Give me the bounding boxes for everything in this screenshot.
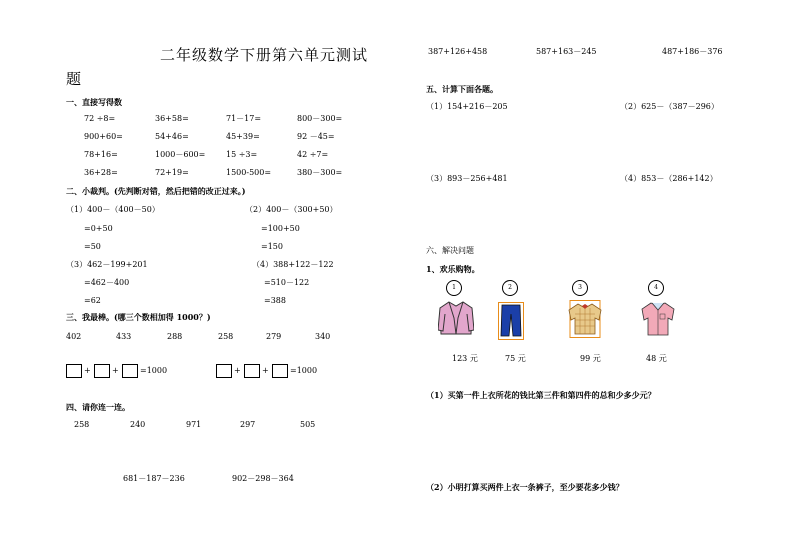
answer-box[interactable] [94, 364, 110, 378]
s3-num-2: 433 [116, 332, 132, 341]
top-expr-3: 487+186－376 [662, 47, 723, 56]
s1-r3-c3: 15 ÷3= [226, 150, 258, 159]
price-4: 48 元 [646, 354, 667, 363]
s1-r2-c2: 54+46= [155, 132, 189, 141]
s2-p1-line2: =0+50 [84, 224, 113, 233]
s5-heading: 五、计算下面各题。 [426, 84, 498, 94]
s2-p3-line1: （3）462－199+201 [66, 260, 148, 269]
s5-item-3: （3）893－256+481 [426, 174, 508, 183]
s2-heading: 二、小裁判。(先判断对错，然后把错的改正过来。) [66, 186, 246, 196]
price-2: 75 元 [505, 354, 526, 363]
s1-r2-c1: 900+60= [84, 132, 123, 141]
plus-sign: + [112, 366, 119, 375]
price-1: 123 元 [452, 354, 478, 363]
s1-r1-c4: 800－300= [297, 114, 343, 123]
top-expr-2: 587+163－245 [536, 47, 597, 56]
s4-num-4: 297 [240, 420, 256, 429]
s3-num-1: 402 [66, 332, 82, 341]
s2-p4-line3: =388 [264, 296, 286, 305]
answer-box[interactable] [272, 364, 288, 378]
item-number-circle: 3 [572, 280, 588, 296]
s1-r4-c4: 380－300= [297, 168, 343, 177]
s4-heading: 四、请你连一连。 [66, 402, 130, 412]
answer-box[interactable] [216, 364, 232, 378]
s3-heading: 三、我最棒。(哪三个数相加得 1000？) [66, 312, 211, 322]
s6-subheading: 1、欢乐购物。 [426, 264, 480, 274]
pants-icon [498, 302, 524, 340]
s5-item-4: （4）853－（286+142） [620, 174, 718, 183]
s1-r2-c3: 45+39= [226, 132, 260, 141]
s2-p4-line1: （4）388+122－122 [252, 260, 334, 269]
s3-num-4: 258 [218, 332, 234, 341]
page-title: 二年级数学下册第六单元测试 [160, 46, 369, 64]
s1-r4-c1: 36+28= [84, 168, 118, 177]
s4-expr-1: 681－187－236 [123, 474, 185, 483]
s1-r3-c4: 42 ÷7= [297, 150, 329, 159]
s2-p3-line2: =462－400 [84, 278, 130, 287]
s1-r3-c1: 78+16= [84, 150, 118, 159]
s3-num-3: 288 [167, 332, 183, 341]
answer-box[interactable] [244, 364, 260, 378]
s2-p1-line3: =50 [84, 242, 101, 251]
price-3: 99 元 [580, 354, 601, 363]
s1-r1-c1: 72 ÷8= [84, 114, 116, 123]
jacket-icon [438, 300, 474, 338]
s5-item-2: （2）625－（387－296） [620, 102, 719, 111]
s4-num-2: 240 [130, 420, 146, 429]
s2-p3-line3: =62 [84, 296, 101, 305]
shirt-icon [640, 300, 676, 338]
item-number-circle: 4 [648, 280, 664, 296]
equals-1000: =1000 [140, 366, 168, 375]
plus-sign: + [84, 366, 91, 375]
s4-expr-2: 902－298－364 [232, 474, 294, 483]
s1-r2-c4: 92 －45= [297, 132, 335, 141]
s2-p1-line1: （1）400－（400－50） [66, 205, 160, 214]
s6-question-2: （2）小明打算买两件上衣一条裤子，至少要花多少钱？ [426, 482, 624, 492]
s2-p2-line2: =100+50 [261, 224, 300, 233]
s3-num-5: 279 [266, 332, 282, 341]
s4-num-5: 505 [300, 420, 316, 429]
answer-box[interactable] [66, 364, 82, 378]
s1-heading: 一、直接写得数 [66, 97, 122, 107]
s4-num-1: 258 [74, 420, 90, 429]
s1-r1-c2: 36+58= [155, 114, 189, 123]
answer-box[interactable] [122, 364, 138, 378]
s6-heading: 六、解决问题 [426, 246, 474, 255]
s4-num-3: 971 [186, 420, 202, 429]
s2-p2-line1: （2）400－（300+50） [245, 205, 338, 214]
plus-sign: + [262, 366, 269, 375]
s1-r4-c3: 1500-500= [226, 168, 272, 177]
item-number-circle: 2 [502, 280, 518, 296]
s2-p4-line2: =510－122 [264, 278, 310, 287]
s1-r1-c3: 71－17= [226, 114, 262, 123]
equals-1000: =1000 [290, 366, 318, 375]
s1-r4-c2: 72+19= [155, 168, 189, 177]
s3-num-6: 340 [315, 332, 331, 341]
s5-item-1: （1）154+216－205 [426, 102, 508, 111]
page-title-cont: 题 [66, 70, 83, 88]
s6-question-1: （1）买第一件上衣所花的钱比第三件和第四件的总和少多少元？ [426, 390, 656, 400]
item-number-circle: 1 [446, 280, 462, 296]
plus-sign: + [234, 366, 241, 375]
sweater-icon [566, 300, 604, 338]
top-expr-1: 387+126+458 [428, 47, 488, 56]
s2-p2-line3: =150 [261, 242, 283, 251]
s1-r3-c2: 1000－600= [155, 150, 206, 159]
